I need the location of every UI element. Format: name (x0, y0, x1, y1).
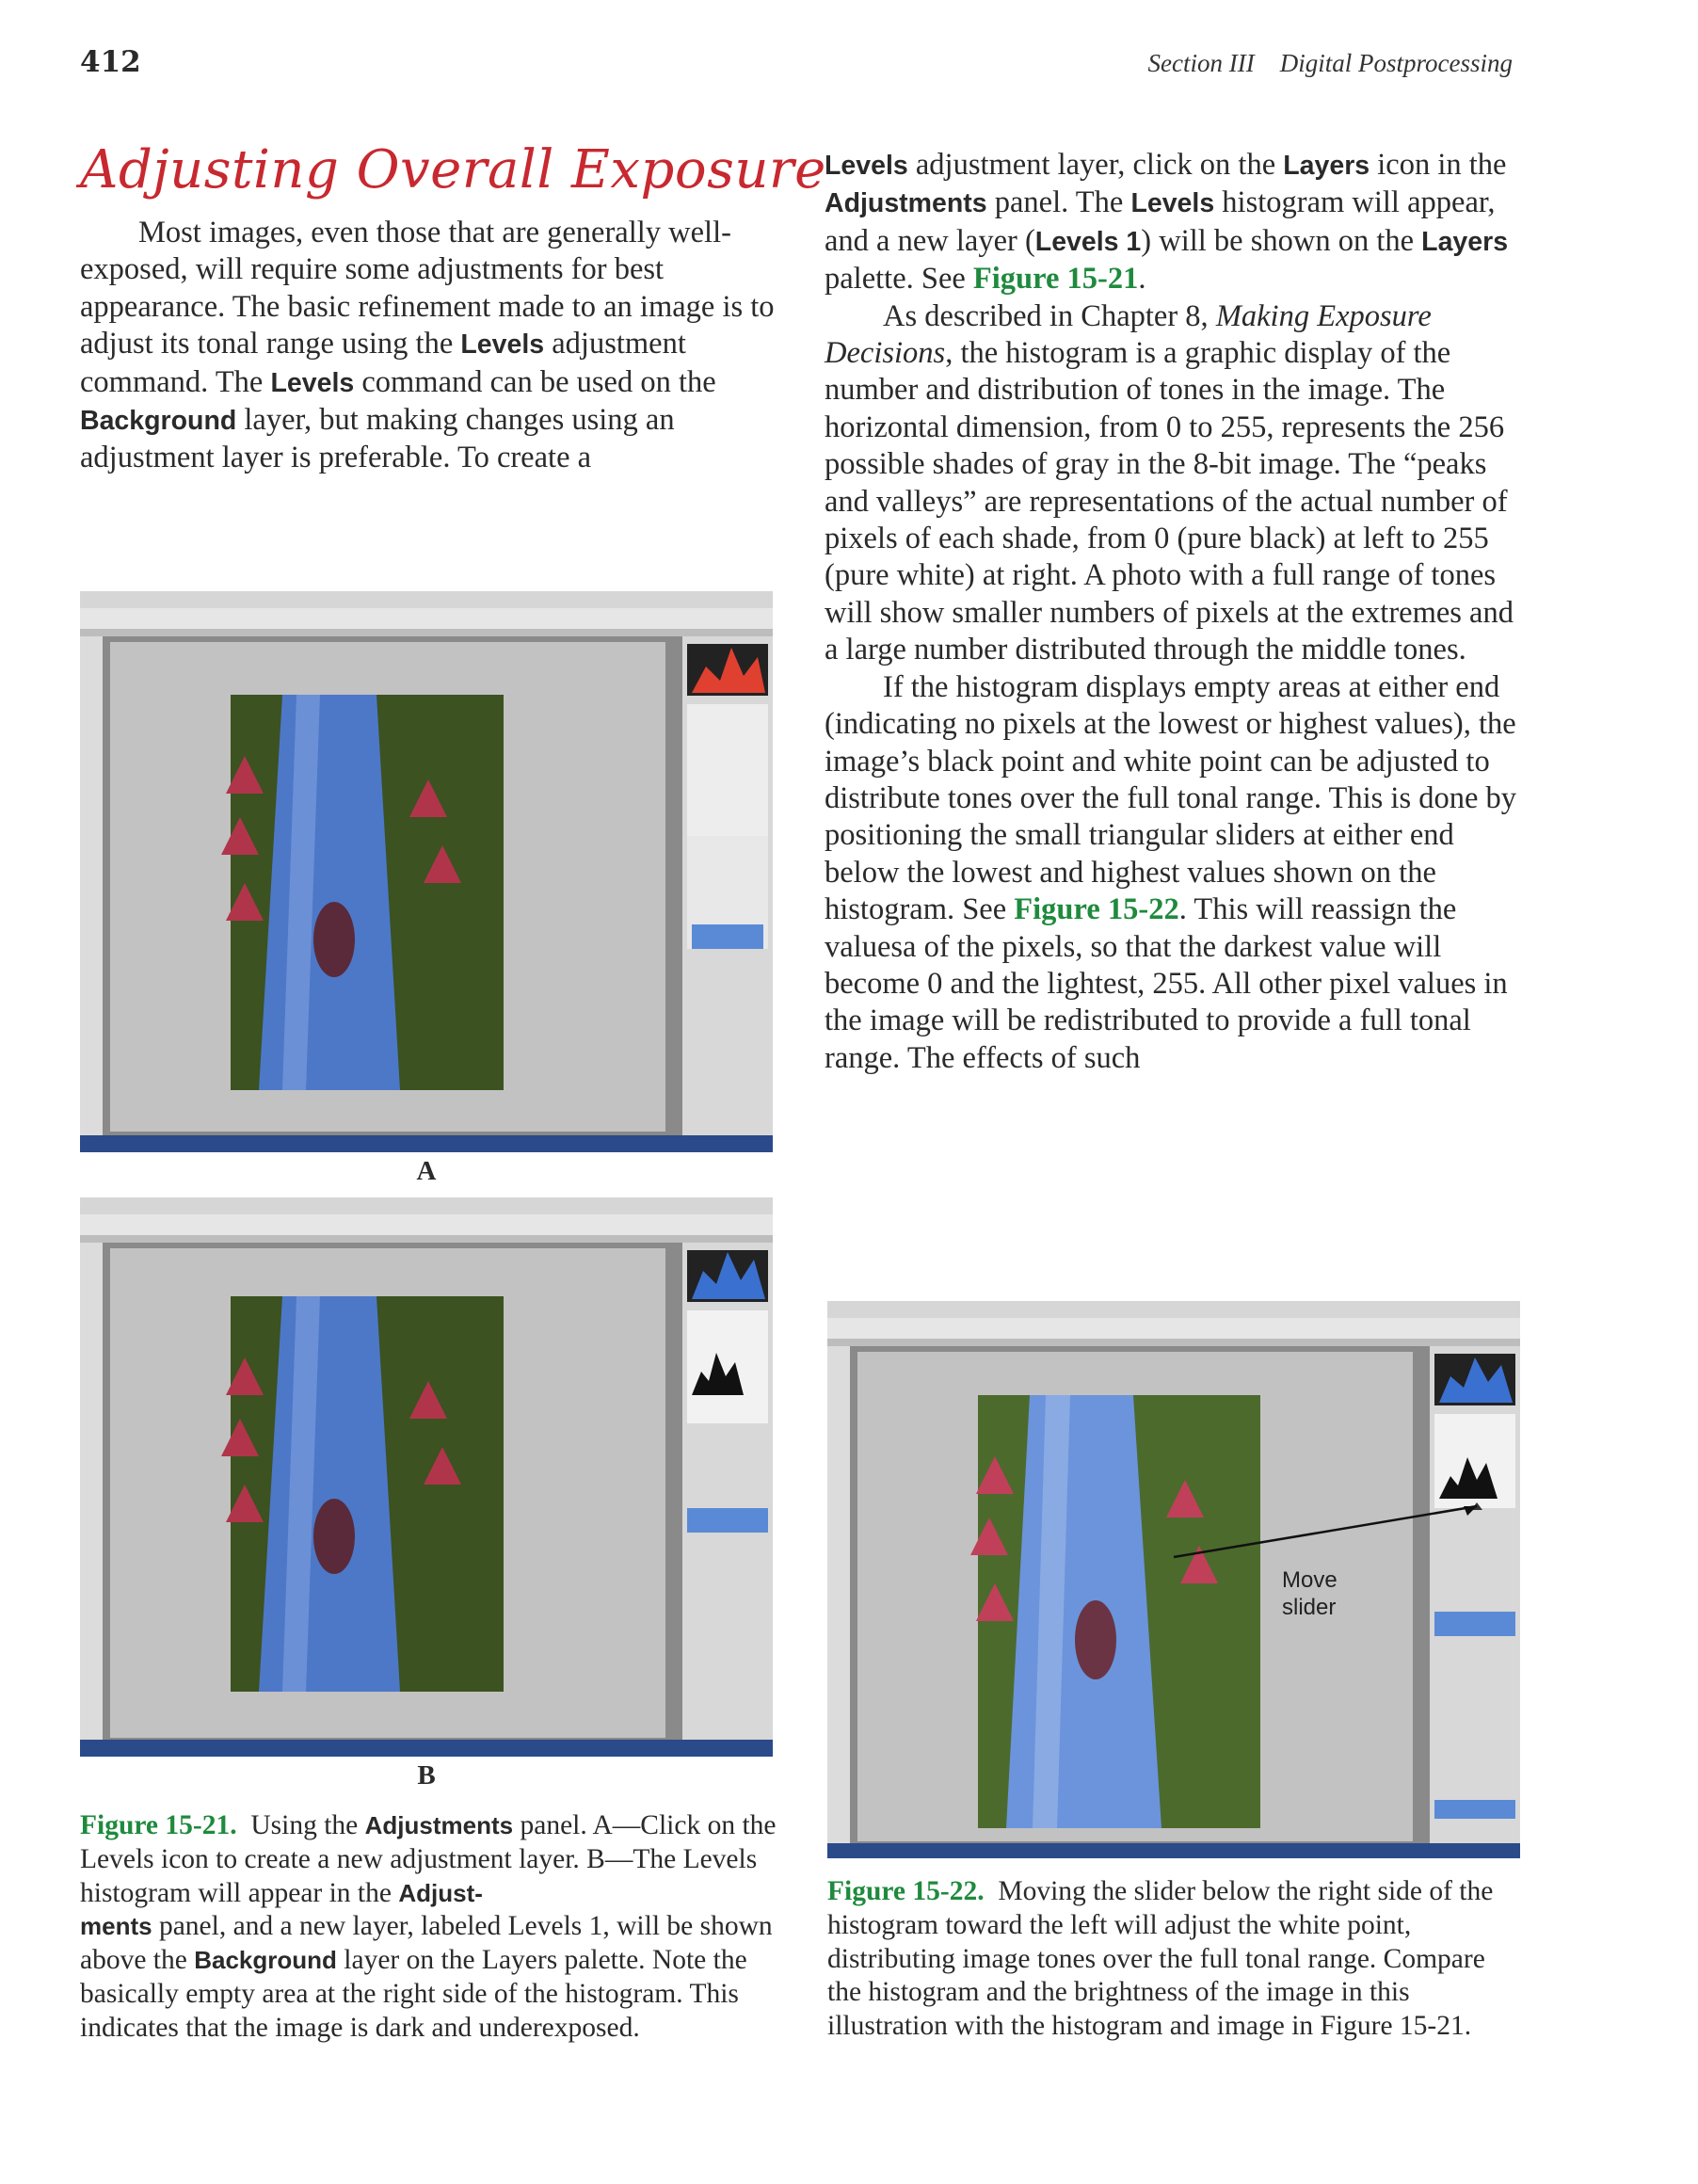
figure-sublabel-b: B (417, 1760, 436, 1791)
figure-label: Figure 15-21. (80, 1810, 237, 1840)
right-column-text (825, 147, 1521, 1077)
figure-caption-15-21: Figure 15-21. Using the Adjustments panel. A—Click on the Levels icon to create a new adjustment layer. B—The Levels histogram will appear in the Adjust- ments panel, and a new layer, labeled Levels 1, will be shown above the Background layer on the Layers palette. Note the basically empty area at the right side of the histogram. This indicates that the image is dark and underexposed. (80, 1810, 777, 2043)
paragraph: As described in Chapter 8, Making Exposure Decisions, the histogram is a graphic display of the number and distribution of tones in the image. The horizontal dimension, from 0 to 255, represents the 256 possible shades of gray in the 8-bit image. The “peaks and valleys” are representations of the actual number of pixels of each shade, from 0 (pure black) at left to 255 (pure white) at right. A photo with a full range of tones will show smaller numbers of pixels at the extremes and a large number distributed through the middle tones. (825, 298, 1514, 667)
page-number: 412 (80, 45, 141, 79)
figure-label: Figure 15-22. (827, 1876, 985, 1906)
paragraph: Most images, even those that are generally well-exposed, will require some adjustments for best appearance. The basic refinement made to an image is to adjust its tonal range using the Levels adjustment command. The Levels command can be used on the Background layer, but making changes using an adjustment layer is preferable. To create a (80, 216, 775, 475)
paragraph: Levels adjustment layer, click on the Layers icon in the Adjustments panel. The Levels histogram will appear, and a new layer (Levels 1) will be shown on the Layers palette. See Figure 15-21. (825, 148, 1509, 297)
figure-caption-15-22: Figure 15-22. Moving the slider below the right side of the histogram toward the left will adjust the white point, distributing image tones over the full tonal range. Compare the histogram and the brightness of the image in this illustration with the histogram and image in Figure 15-21. (827, 1876, 1500, 2042)
figure-reference: Figure 15-22 (1014, 892, 1179, 927)
figure-reference: Figure 15-21 (972, 262, 1139, 297)
screenshot-figure-15-22 (827, 1301, 1520, 1858)
running-head: Section III Digital Postprocessing (1147, 49, 1513, 77)
paragraph: If the histogram displays empty areas at either end (indicating no pixels at the lowest or highest values), the image’s black point and white point can be adjusted to distribute tones over the full tonal range. This is done by positioning the small triangular sliders at either end below the lowest and highest values shown on the histogram. See Figure 15-22. This will reassign the valuesa of the pixels, so that the darkest value will become 0 and the lightest, 255. All other pixel values in the image will be redistributed to provide a full tonal range. The effects of such (825, 669, 1517, 1075)
screenshot-figure-a (80, 591, 773, 1152)
move-slider-annotation: Move slider (1282, 1567, 1338, 1620)
left-column-text (80, 215, 777, 477)
figure-sublabel-a: A (416, 1156, 437, 1186)
screenshot-figure-b (80, 1197, 773, 1757)
section-heading: Adjusting Overall Exposure (80, 139, 826, 201)
